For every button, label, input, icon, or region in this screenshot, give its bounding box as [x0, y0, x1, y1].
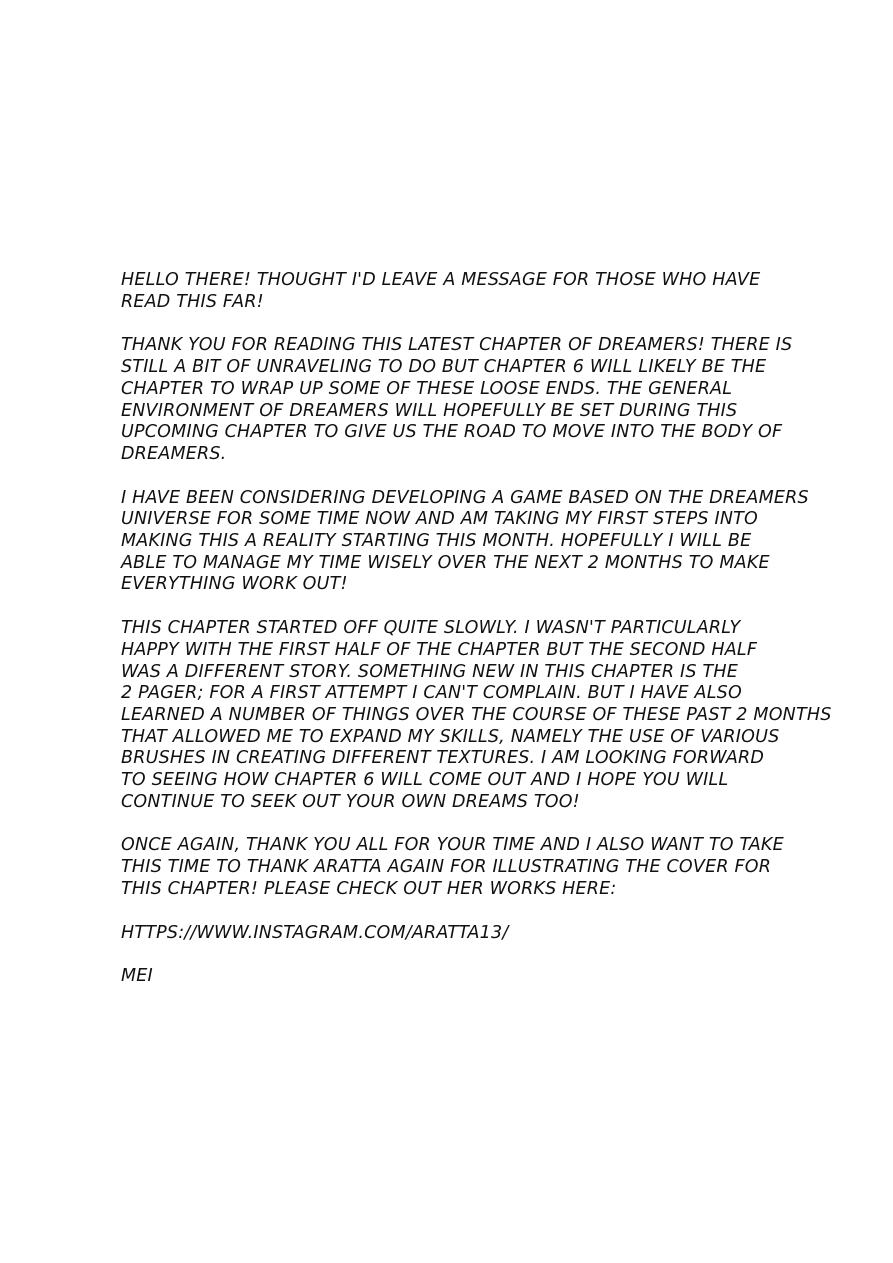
text-line: THANK YOU FOR READING THIS LATEST CHAPTER OF DREAMERS! THERE IS	[121, 335, 793, 356]
text-line: 2 PAGER; FOR A FIRST ATTEMPT I CAN'T COMPLAIN. BUT I HAVE ALSO	[121, 683, 742, 704]
text-line: HAPPY WITH THE FIRST HALF OF THE CHAPTER BUT THE SECOND HALF	[121, 639, 758, 660]
paragraph-closing	[121, 835, 861, 900]
text-line: THIS TIME TO THANK ARATTA AGAIN FOR ILLUSTRATING THE COVER FOR	[121, 857, 772, 878]
text-line: THIS CHAPTER! PLEASE CHECK OUT HER WORKS HERE:	[121, 878, 617, 899]
text-line: ENVIRONMENT OF DREAMERS WILL HOPEFULLY BE SET DURING THIS	[121, 400, 738, 421]
instagram-link[interactable]: HTTPS://WWW.INSTAGRAM.COM/ARATTA13/	[121, 922, 509, 943]
text-line: BRUSHES IN CREATING DIFFERENT TEXTURES. I AM LOOKING FORWARD	[121, 748, 765, 769]
text-line: I HAVE BEEN CONSIDERING DEVELOPING A GAME BASED ON THE DREAMERS	[121, 487, 809, 508]
text-line: EVERYTHING WORK OUT!	[121, 574, 348, 595]
text-line: THIS CHAPTER STARTED OFF QUITE SLOWLY. I WASN'T PARTICULARLY	[121, 618, 741, 639]
signature: MEI	[121, 966, 153, 987]
text-line: CONTINUE TO SEEK OUT YOUR OWN DREAMS TOO!	[121, 791, 580, 812]
text-line: LEARNED A NUMBER OF THINGS OVER THE COURSE OF THESE PAST 2 MONTHS	[121, 704, 832, 725]
text-line: MAKING THIS A REALITY STARTING THIS MONTH. HOPEFULLY I WILL BE	[121, 531, 752, 552]
text-line: STILL A BIT OF UNRAVELING TO DO BUT CHAPTER 6 WILL LIKELY BE THE	[121, 357, 767, 378]
text-line: DREAMERS.	[121, 443, 227, 464]
author-note	[121, 270, 861, 988]
paragraph-thanks	[121, 335, 861, 465]
text-line: UNIVERSE FOR SOME TIME NOW AND AM TAKING MY FIRST STEPS INTO	[121, 509, 758, 530]
text-line: READ THIS FAR!	[121, 291, 264, 312]
text-line: TO SEEING HOW CHAPTER 6 WILL COME OUT AND I HOPE YOU WILL	[121, 770, 729, 791]
text-line: ONCE AGAIN, THANK YOU ALL FOR YOUR TIME AND I ALSO WANT TO TAKE	[121, 835, 784, 856]
text-line: ABLE TO MANAGE MY TIME WISELY OVER THE NEXT 2 MONTHS TO MAKE	[121, 552, 770, 573]
paragraph-chapter	[121, 618, 861, 813]
paragraph-greeting	[121, 270, 861, 313]
text-line: CHAPTER TO WRAP UP SOME OF THESE LOOSE ENDS. THE GENERAL	[121, 378, 733, 399]
text-line: UPCOMING CHAPTER TO GIVE US THE ROAD TO MOVE INTO THE BODY OF	[121, 422, 783, 443]
text-line: HELLO THERE! THOUGHT I'D LEAVE A MESSAGE FOR THOSE WHO HAVE	[121, 270, 761, 290]
text-line: WAS A DIFFERENT STORY. SOMETHING NEW IN THIS CHAPTER IS THE	[121, 661, 738, 682]
paragraph-game	[121, 488, 861, 597]
text-line: THAT ALLOWED ME TO EXPAND MY SKILLS, NAMELY THE USE OF VARIOUS	[121, 726, 780, 747]
